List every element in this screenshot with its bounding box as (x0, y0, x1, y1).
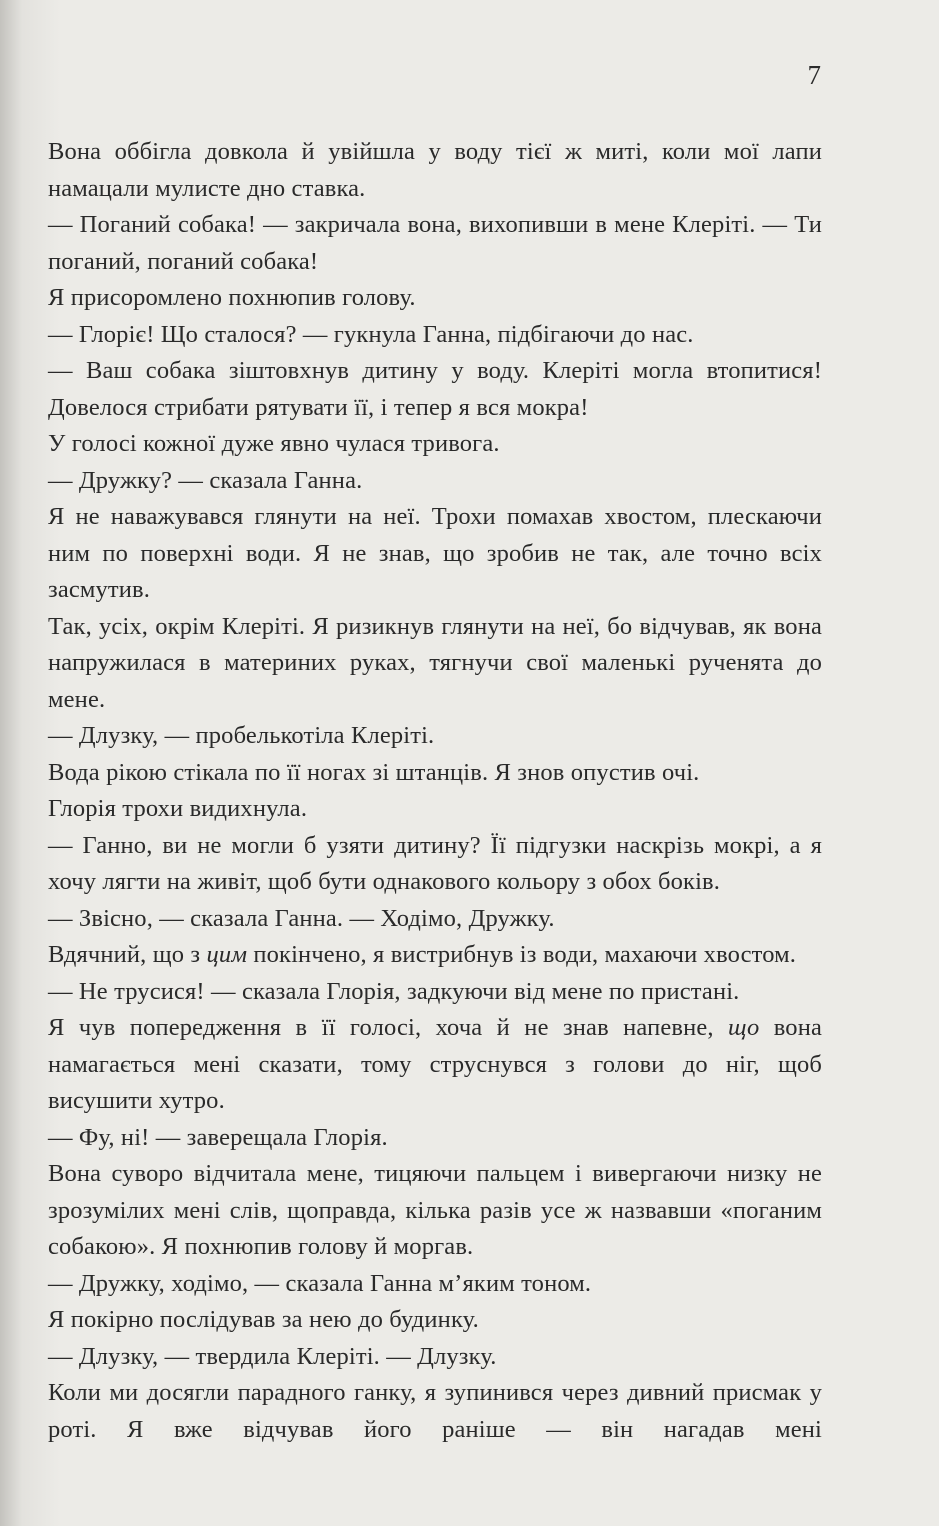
paragraph: — Не трусися! — сказала Глорія, задкуючи від мене по пристані. (48, 977, 740, 1005)
text-run: покінчено, я вистрибнув із води, махаючи хвостом. (247, 941, 797, 968)
paragraph: — Ваш собака зіштовхнув дитину у воду. Клеріті могла втопитися! Довелося стрибати рятувати її, і тепер я вся мокра! (48, 357, 822, 421)
paragraph: — Дружку, ходімо, — сказала Ганна м’яким тоном. (48, 1269, 592, 1297)
paragraph: — Поганий собака! — закричала вона, вихопивши в мене Клеріті. — Ти поганий, поганий собака! (48, 211, 822, 275)
paragraph: — Звісно, — сказала Ганна. — Ходімо, Дружку. (48, 904, 555, 932)
paragraph: — Дружку? — сказала Ганна. (48, 466, 363, 494)
paragraph: — Фу, ні! — заверещала Глорія. (48, 1123, 388, 1151)
body-text (48, 134, 822, 1448)
emphasis: цим (206, 941, 248, 968)
paragraph: Глорія трохи видихнула. (48, 795, 308, 822)
paragraph: Так, усіх, окрім Клеріті. Я ризикнув глянути на неї, бо відчував, як вона напружилася в материних руках, тягнучи свої маленькі рученята до мене. (48, 612, 822, 713)
paragraph: — Глоріє! Що сталося? — гукнула Ганна, підбігаючи до нас. (48, 320, 694, 348)
paragraph: Я покірно послідував за нею до будинку. (48, 1306, 479, 1333)
paragraph: — Длузку, — пробелькотіла Клеріті. (48, 722, 435, 749)
paragraph: — Ганно, ви не могли б узяти дитину? Її підгузки наскрізь мокрі, а я хочу лягти на живіт, щоб бути однакового кольору з обох боків. (48, 831, 822, 895)
paragraph: У голосі кожної дуже явно чулася тривога. (48, 430, 500, 457)
paragraph: Вода рікою стікала по її ногах зі штанців. Я знов опустив очі. (48, 758, 700, 786)
paragraph-with-emphasis (48, 1010, 822, 1120)
paragraph-with-emphasis (48, 937, 822, 974)
paragraph: Коли ми досягли парадного ганку, я зупинився через дивний присмак у роті. Я вже відчував його раніше — він нагадав мені (48, 1379, 822, 1443)
text-run: Вдячний, що з (48, 941, 207, 968)
paragraph: Вона суворо відчитала мене, тицяючи пальцем і вивергаючи низку не зрозумілих мені слів, щоправда, кілька разів усе ж назвавши «поганим собакою». Я похнюпив голову й моргав. (48, 1160, 822, 1260)
paragraph: — Длузку, — твердила Клеріті. — Длузку. (48, 1342, 497, 1370)
paragraph: Вона оббігла довкола й увійшла у воду тієї ж миті, коли мої лапи намацали мулисте дно ставка. (48, 138, 822, 202)
text-run: Я чув попередження в її голосі, хоча й не знав напевне, (48, 1014, 729, 1041)
page-number: 7 (807, 60, 821, 90)
paragraph: Я не наважувався глянути на неї. Трохи помахав хвостом, плескаючи ним по поверхні води. Я не знав, що зробив не так, але точно всіх засмутив. (48, 503, 822, 603)
text-run: вона намагається мені сказати, тому струснувся з голови до ніг, щоб висушити хутро. (48, 1014, 822, 1114)
emphasis: що (728, 1014, 760, 1041)
paragraph: Я присоромлено похнюпив голову. (48, 284, 416, 311)
